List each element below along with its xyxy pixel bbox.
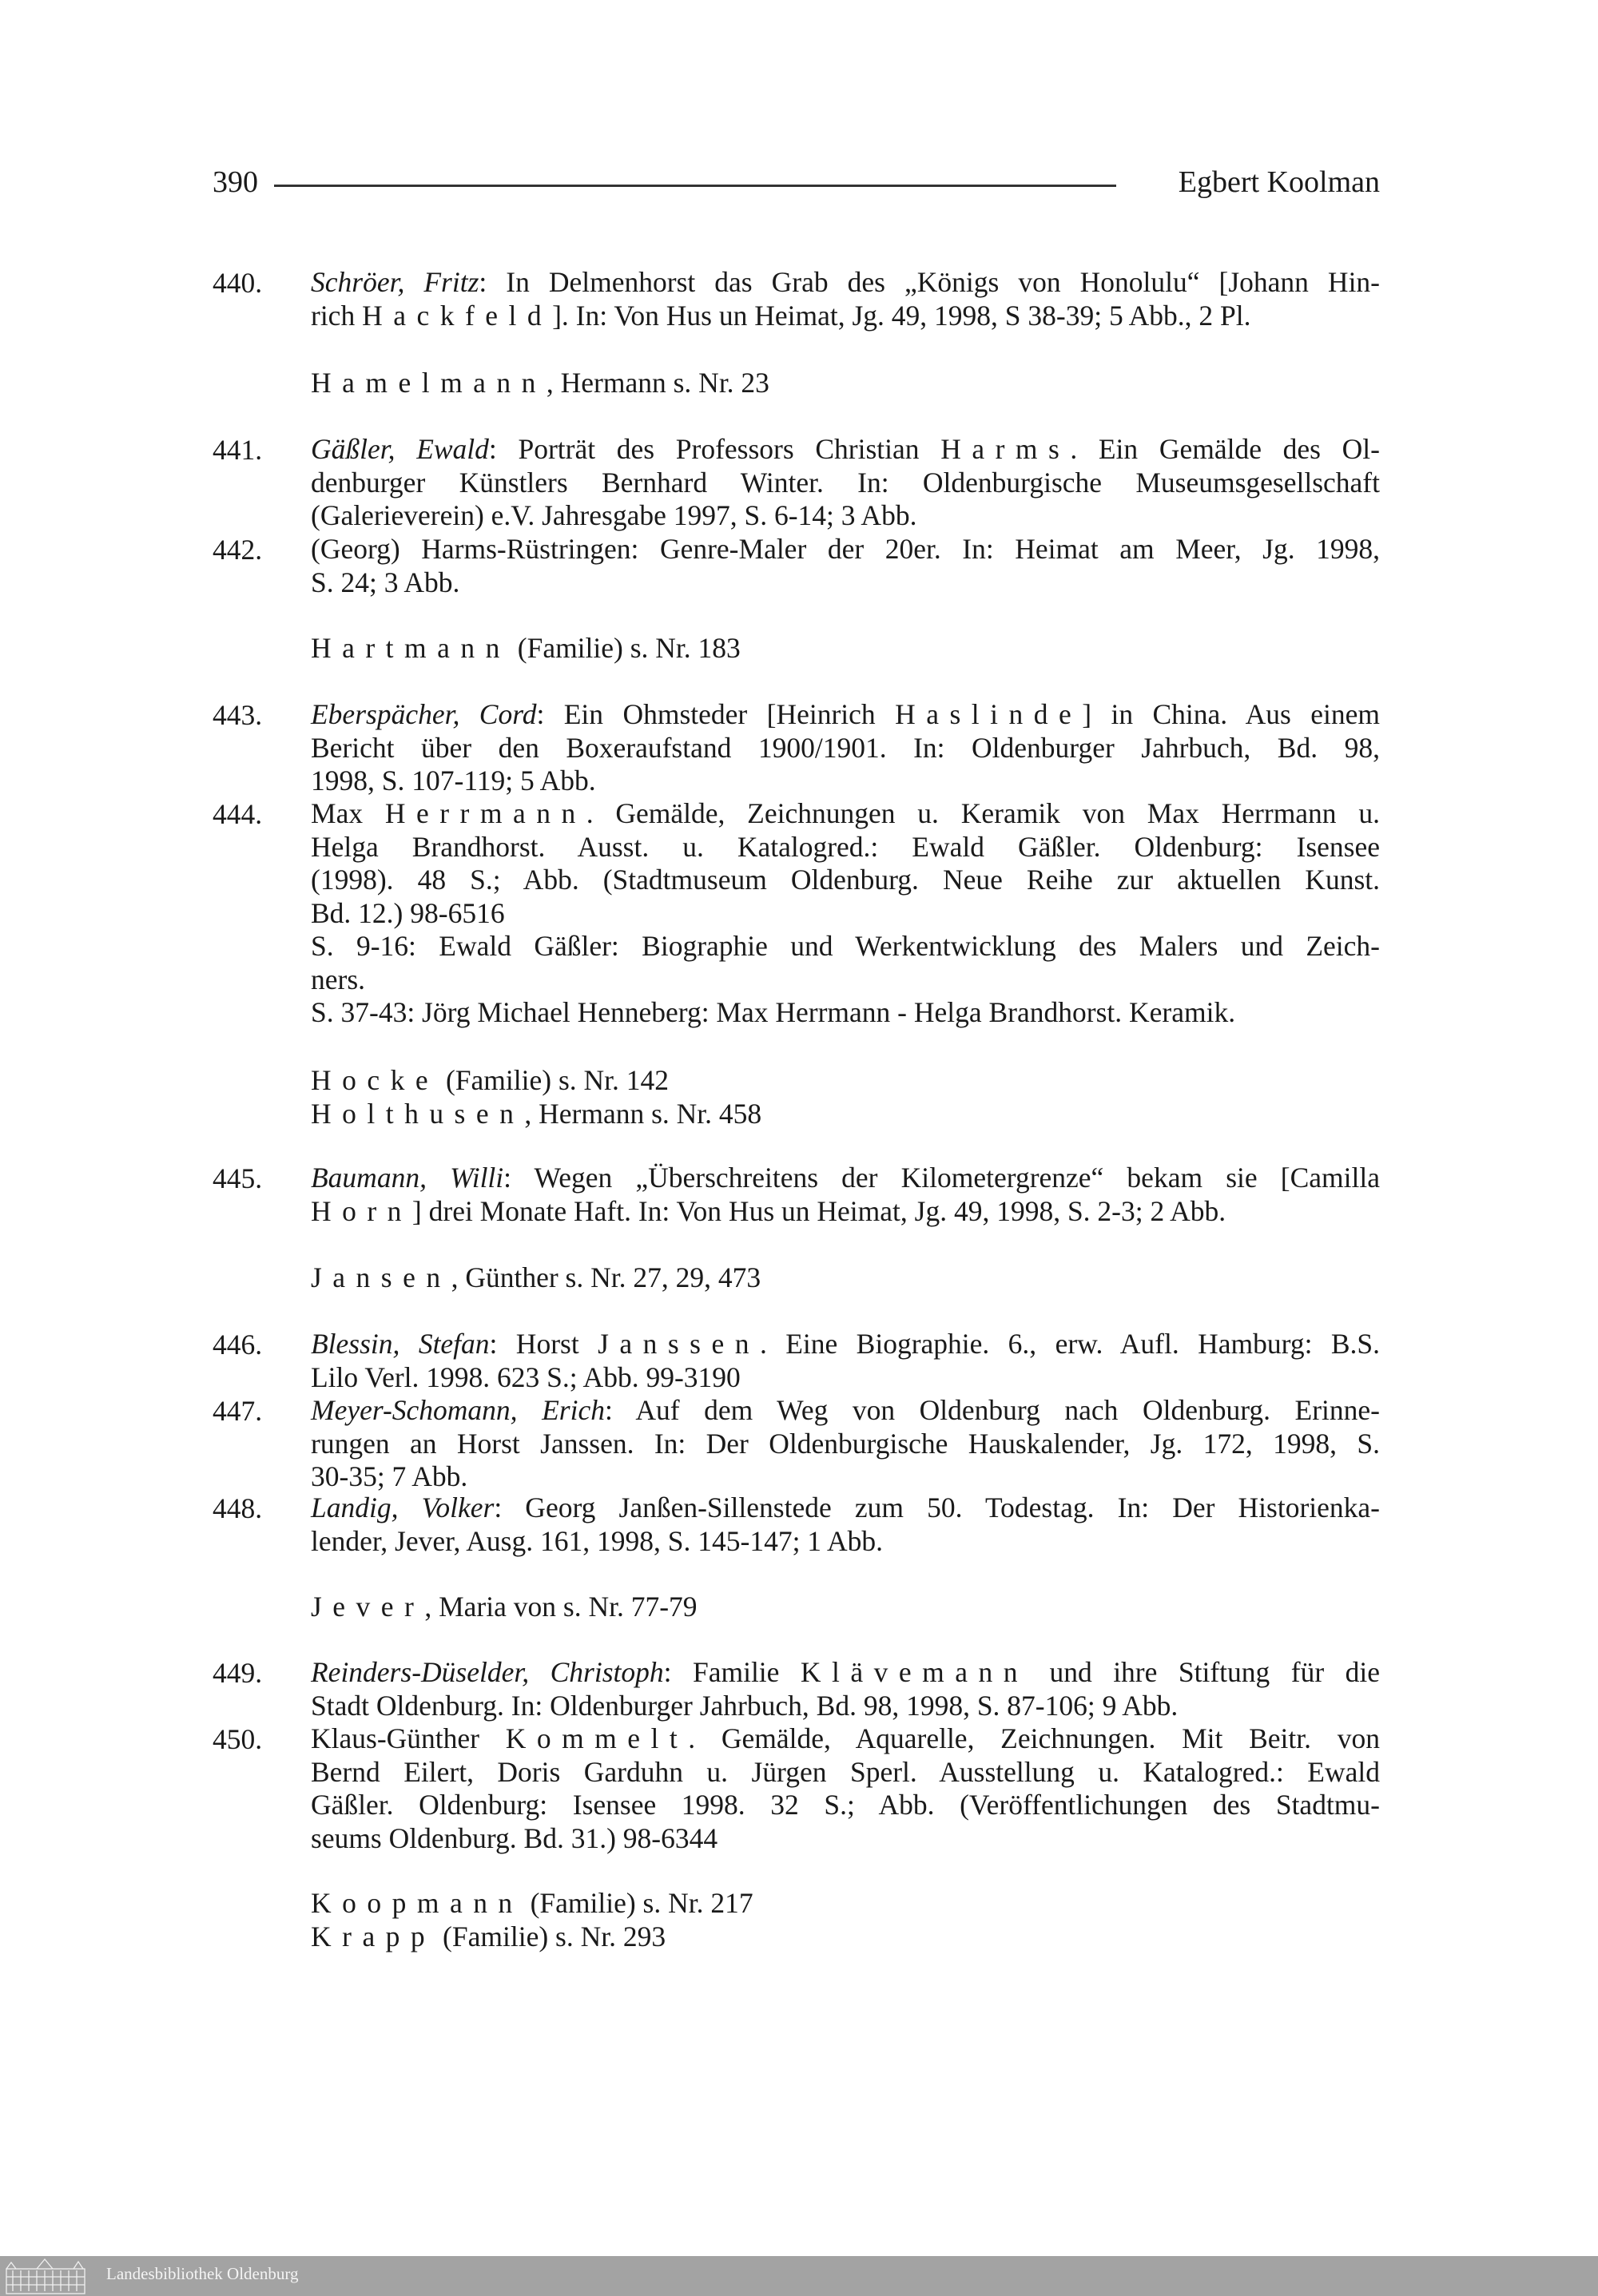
text-line xyxy=(311,1591,1380,1624)
text-segment: Gäßler. Oldenburg: Isensee 1998. 32 S.; Abb. (Veröffentlichungen des Stadtmu- xyxy=(311,1789,1380,1821)
page-number: 390 xyxy=(213,165,258,199)
text-line xyxy=(311,1098,1380,1131)
subject-name: Hamelmann xyxy=(311,367,547,399)
text-line xyxy=(311,963,1380,997)
text-line xyxy=(311,732,1380,765)
text-line xyxy=(311,367,1380,400)
text-segment: ] in China. Aus einem xyxy=(1082,698,1380,730)
text-line xyxy=(311,1195,1380,1229)
text-segment: rich xyxy=(311,299,363,332)
text-line xyxy=(311,1460,1380,1494)
text-line xyxy=(311,266,1380,300)
text-segment: . Gemälde, Aquarelle, Zeichnungen. Mit Beitr. von xyxy=(688,1722,1380,1754)
subject-name: Hartmann xyxy=(311,632,511,664)
text-line xyxy=(311,1525,1380,1559)
text-line xyxy=(311,1394,1380,1428)
text-segment: : Porträt des Professors Christian xyxy=(488,433,941,465)
author-name: Baumann, Willi xyxy=(311,1162,504,1194)
subject-name: Klävemann xyxy=(800,1656,1028,1688)
author-name: Eberspächer, Cord xyxy=(311,698,537,730)
text-line xyxy=(311,765,1380,798)
text-segment: : Wegen „Überschreitens der Kilometergrenze“ bekam sie [Camilla xyxy=(503,1162,1381,1194)
text-segment: : Ein Ohmsteder [Heinrich xyxy=(536,698,896,730)
text-segment: . Gemälde, Zeichnungen u. Keramik von Max Herrmann u. xyxy=(586,797,1380,829)
subject-name: Janssen xyxy=(598,1328,760,1360)
text-segment: S. 9-16: Ewald Gäßler: Biographie und Werkentwicklung des Malers und Zeich- xyxy=(311,930,1380,962)
text-line xyxy=(311,1162,1380,1195)
text-line xyxy=(311,566,1380,600)
text-segment: S. 24; 3 Abb. xyxy=(311,566,460,598)
entry-number: 446. xyxy=(213,1329,263,1361)
running-head-author: Egbert Koolman xyxy=(1178,165,1380,199)
text-segment: Helga Brandhorst. Ausst. u. Katalogred.: Ewald Gäßler. Oldenburg: Isensee xyxy=(311,830,1380,863)
entry-number: 442. xyxy=(213,534,263,566)
entry-number: 443. xyxy=(213,699,263,731)
entry-number: 448. xyxy=(213,1492,263,1524)
entry-number: 444. xyxy=(213,798,263,830)
subject-name: Haslinde xyxy=(895,698,1083,730)
text-line xyxy=(311,467,1380,500)
text-segment: Bericht über den Boxeraufstand 1900/1901. In: Oldenburger Jahrbuch, Bd. 98, xyxy=(311,731,1380,764)
text-segment: Lilo Verl. 1998. 623 S.; Abb. 99-3190 xyxy=(311,1361,741,1393)
text-segment: : Horst xyxy=(489,1328,598,1360)
subject-name: Jever xyxy=(311,1591,425,1623)
subject-name: Kommelt xyxy=(505,1722,689,1754)
text-segment: (1998). 48 S.; Abb. (Stadtmuseum Oldenburg. Neue Reihe zur aktuellen Kunst. xyxy=(311,864,1380,896)
text-segment: Bernd Eilert, Doris Garduhn u. Jürgen Sperl. Ausstellung u. Katalogred.: Ewald xyxy=(311,1755,1380,1788)
text-line xyxy=(311,1822,1380,1856)
text-line xyxy=(311,1887,1380,1921)
text-line xyxy=(311,1656,1380,1690)
text-line xyxy=(311,1064,1380,1098)
text-segment: Max xyxy=(311,797,385,829)
subject-name: Herrmann xyxy=(384,797,586,829)
text-segment: (Familie) s. Nr. 183 xyxy=(510,632,741,664)
text-line xyxy=(311,1361,1380,1395)
subject-name: Koopmann xyxy=(311,1887,523,1919)
subject-name: Horn xyxy=(311,1194,412,1227)
entry-number: 450. xyxy=(213,1723,263,1755)
text-segment: (Familie) s. Nr. 142 xyxy=(439,1064,670,1096)
text-line xyxy=(311,1492,1380,1525)
subject-name: Hackfeld xyxy=(362,299,553,332)
text-segment: S. 37-43: Jörg Michael Henneberg: Max Herrmann - Helga Brandhorst. Keramik. xyxy=(311,996,1236,1028)
text-segment: seums Oldenburg. Bd. 31.) 98-6344 xyxy=(311,1821,718,1854)
text-line xyxy=(311,698,1380,732)
text-line xyxy=(311,797,1380,831)
text-segment: : Auf dem Weg von Oldenburg nach Oldenburg. Erinne- xyxy=(604,1394,1380,1426)
text-segment: 30-35; 7 Abb. xyxy=(311,1460,468,1492)
entry-number: 447. xyxy=(213,1395,263,1427)
author-name: Reinders-Düselder, Christoph xyxy=(311,1656,664,1688)
text-line xyxy=(311,930,1380,963)
text-segment: lender, Jever, Ausg. 161, 1998, S. 145-147; 1 Abb. xyxy=(311,1524,883,1557)
author-name: Gäßler, Ewald xyxy=(311,433,489,465)
entry-number: 445. xyxy=(213,1162,263,1194)
text-line xyxy=(311,533,1380,566)
author-name: Landig, Volker xyxy=(311,1492,495,1523)
text-segment: . Ein Gemälde des Ol- xyxy=(1070,433,1380,465)
text-segment: , Maria von s. Nr. 77-79 xyxy=(424,1591,698,1623)
subject-name: Krapp xyxy=(311,1920,436,1952)
text-segment: ners. xyxy=(311,963,366,995)
text-line xyxy=(311,499,1380,533)
text-segment: rungen an Horst Janssen. In: Der Oldenburgische Hauskalender, Jg. 172, 1998, S. xyxy=(311,1427,1380,1460)
header-rule xyxy=(274,185,1116,187)
text-segment: ]. In: Von Hus un Heimat, Jg. 49, 1998, S 38-39; 5 Abb., 2 Pl. xyxy=(552,299,1251,332)
text-line xyxy=(311,864,1380,897)
text-segment: 1998, S. 107-119; 5 Abb. xyxy=(311,765,596,796)
subject-name: Jansen xyxy=(311,1261,451,1293)
text-segment: (Familie) s. Nr. 293 xyxy=(435,1920,666,1952)
text-segment: , Günther s. Nr. 27, 29, 473 xyxy=(451,1261,761,1293)
text-segment: Stadt Oldenburg. In: Oldenburger Jahrbuch, Bd. 98, 1998, S. 87-106; 9 Abb. xyxy=(311,1689,1179,1722)
text-line xyxy=(311,996,1380,1030)
text-line xyxy=(311,632,1380,665)
entry-number: 441. xyxy=(213,434,263,466)
author-name: Meyer-Schomann, Erich xyxy=(311,1394,605,1426)
subject-name: Hocke xyxy=(311,1064,439,1096)
text-line xyxy=(311,1428,1380,1461)
text-line xyxy=(311,831,1380,864)
text-line xyxy=(311,1328,1380,1361)
text-segment: denburger Künstlers Bernhard Winter. In: Oldenburgische Museumsgesellschaft xyxy=(311,466,1380,499)
text-line xyxy=(311,433,1380,467)
text-line xyxy=(311,1261,1380,1295)
text-segment: : In Delmenhorst das Grab des „Königs von Honolulu“ [Johann Hin- xyxy=(479,266,1381,298)
subject-name: Holthusen xyxy=(311,1097,525,1130)
text-line xyxy=(311,1921,1380,1954)
text-segment: (Georg) Harms-Rüstringen: Genre-Maler der 20er. In: Heimat am Meer, Jg. 1998, xyxy=(311,533,1380,565)
text-segment: , Hermann s. Nr. 458 xyxy=(524,1097,762,1130)
text-segment: ] drei Monate Haft. In: Von Hus un Heimat, Jg. 49, 1998, S. 2-3; 2 Abb. xyxy=(411,1194,1226,1227)
author-name: Schröer, Fritz xyxy=(311,266,479,298)
subject-name: Harms xyxy=(940,433,1071,465)
text-segment: Klaus-Günther xyxy=(311,1722,506,1754)
entry-number: 449. xyxy=(213,1657,263,1689)
text-line xyxy=(311,897,1380,931)
text-segment: : Georg Janßen-Sillenstede zum 50. Todestag. In: Der Historienka- xyxy=(494,1492,1380,1523)
text-segment: Bd. 12.) 98-6516 xyxy=(311,896,505,929)
text-segment: , Hermann s. Nr. 23 xyxy=(546,367,769,399)
text-segment: : Familie xyxy=(663,1656,801,1688)
library-name: Landesbibliothek Oldenburg xyxy=(106,2264,299,2283)
library-building-logo xyxy=(5,2258,86,2294)
text-segment: und ihre Stiftung für die xyxy=(1028,1656,1380,1688)
text-segment: . Eine Biographie. 6., erw. Aufl. Hamburg: B.S. xyxy=(759,1328,1380,1360)
text-line xyxy=(311,300,1380,333)
text-segment: (Galerieverein) e.V. Jahresgabe 1997, S. 6-14; 3 Abb. xyxy=(311,499,917,531)
text-segment: (Familie) s. Nr. 217 xyxy=(523,1887,753,1919)
text-line xyxy=(311,1756,1380,1790)
text-line xyxy=(311,1789,1380,1822)
entry-number: 440. xyxy=(213,267,263,299)
footer-bar xyxy=(0,2256,1598,2296)
text-line xyxy=(311,1722,1380,1756)
text-line xyxy=(311,1690,1380,1723)
author-name: Blessin, Stefan xyxy=(311,1328,490,1360)
